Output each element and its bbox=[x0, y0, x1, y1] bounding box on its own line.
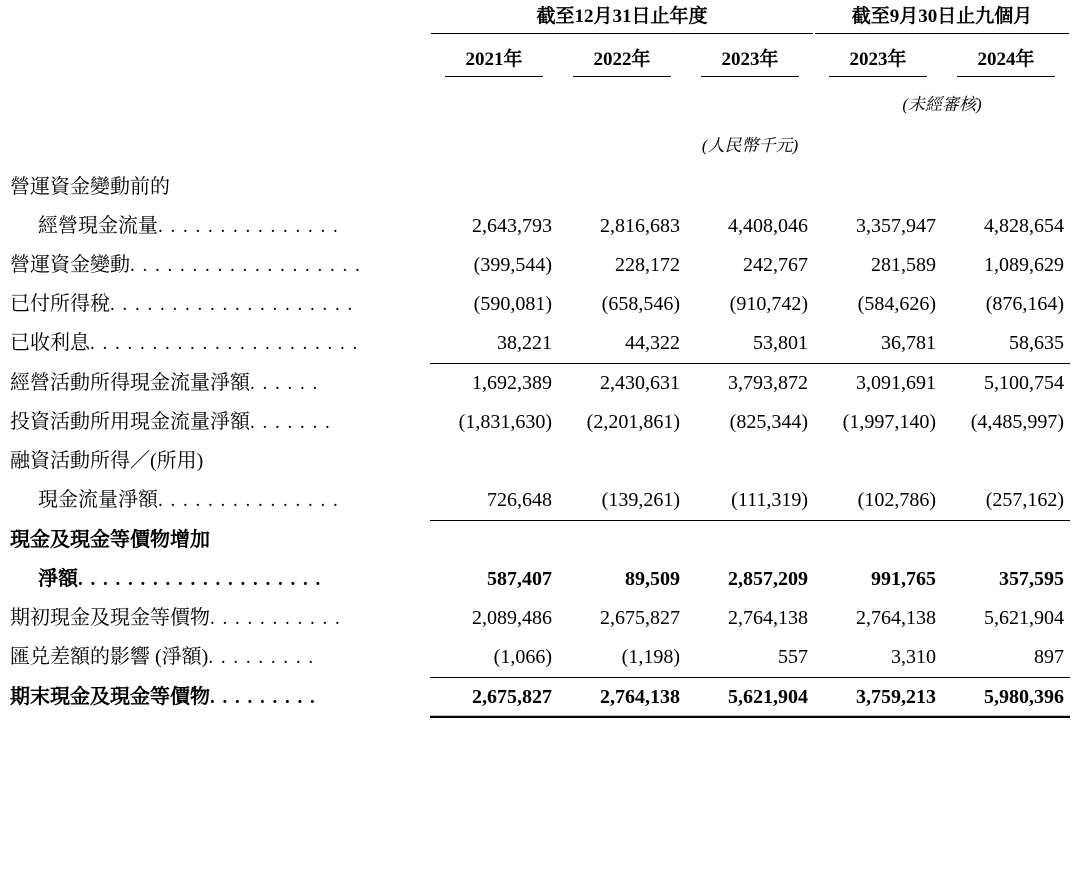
row-label-text: 現金流量淨額 bbox=[38, 489, 158, 512]
table-row bbox=[10, 324, 1070, 364]
row-value: 991,765 bbox=[871, 567, 936, 590]
row-value: 897 bbox=[1034, 645, 1065, 668]
row-value: 1,692,389 bbox=[430, 364, 558, 404]
table-row bbox=[10, 521, 1070, 560]
group-header-nine-months-label: 截至9月30日止九個月 bbox=[815, 1, 1069, 34]
year-header-2024-interim-label: 2024年 bbox=[957, 44, 1055, 77]
year-header-row bbox=[10, 38, 1070, 82]
row-value: 2,675,827 bbox=[600, 606, 680, 629]
row-dots: . . . . . . . . . . . . . . . . . . . . bbox=[78, 568, 322, 590]
unaudited-note-blank-1 bbox=[430, 82, 558, 117]
row-label bbox=[10, 403, 430, 442]
unaudited-note-row bbox=[10, 82, 1070, 117]
year-header-2022-label: 2022年 bbox=[573, 44, 671, 77]
row-value bbox=[686, 442, 814, 481]
row-value: (139,261) bbox=[601, 489, 680, 511]
table-row bbox=[10, 638, 1070, 678]
table-row bbox=[10, 442, 1070, 481]
currency-note-row bbox=[10, 117, 1070, 168]
table-body bbox=[10, 168, 1070, 717]
row-value: 2,816,683 bbox=[600, 215, 680, 237]
table-row bbox=[10, 599, 1070, 638]
row-label bbox=[10, 599, 430, 638]
group-header-annual bbox=[430, 0, 814, 38]
row-value: (584,626) bbox=[857, 293, 936, 315]
row-value: (257,162) bbox=[985, 489, 1065, 511]
row-value bbox=[430, 521, 558, 560]
row-value bbox=[558, 442, 686, 481]
row-value: (658,546) bbox=[601, 293, 680, 315]
row-value: 36,781 bbox=[881, 332, 936, 354]
row-value: 2,675,827 bbox=[430, 677, 558, 717]
row-value: 557 bbox=[778, 645, 808, 668]
row-value: 2,857,209 bbox=[728, 567, 808, 590]
table-row bbox=[10, 168, 1070, 207]
row-value bbox=[814, 442, 942, 481]
row-value: 2,764,138 bbox=[856, 606, 936, 629]
row-value: 44,322 bbox=[625, 332, 680, 354]
row-value: (399,544) bbox=[473, 254, 552, 276]
year-header-2024-interim bbox=[942, 38, 1070, 82]
row-dots: . . . . . . . . . . . bbox=[210, 607, 342, 629]
unaudited-note-blank-3 bbox=[686, 82, 814, 117]
row-value bbox=[558, 521, 686, 560]
group-header-row bbox=[10, 0, 1070, 38]
row-value: 3,357,947 bbox=[856, 215, 936, 237]
row-label-text: 匯兑差額的影響 (淨額) bbox=[10, 645, 209, 668]
table-row bbox=[10, 364, 1070, 404]
row-value: 2,764,138 bbox=[558, 677, 686, 717]
row-value: (1,198) bbox=[621, 645, 680, 668]
table-row bbox=[10, 207, 1070, 246]
row-label-text: 現金及現金等價物增加 bbox=[10, 528, 210, 551]
unaudited-note: (未經審核) bbox=[902, 95, 982, 114]
table-row bbox=[10, 677, 1070, 717]
row-label-text: 期初現金及現金等價物 bbox=[10, 606, 210, 629]
unaudited-note-spacer bbox=[10, 82, 430, 117]
row-value: 587,407 bbox=[487, 567, 552, 590]
row-value: 38,221 bbox=[497, 332, 552, 354]
row-label bbox=[10, 442, 430, 481]
year-header-2023-label: 2023年 bbox=[701, 44, 799, 77]
unaudited-note-blank-2 bbox=[558, 82, 686, 117]
row-label-text: 已付所得稅 bbox=[10, 293, 110, 315]
group-header-annual-label: 截至12月31日止年度 bbox=[431, 1, 813, 34]
row-value: 5,980,396 bbox=[942, 677, 1070, 717]
row-value: 281,589 bbox=[871, 254, 936, 276]
row-value: 53,801 bbox=[753, 332, 808, 354]
row-value: 58,635 bbox=[1009, 332, 1065, 354]
row-value: 2,430,631 bbox=[558, 364, 686, 404]
table-row bbox=[10, 403, 1070, 442]
row-dots: . . . . . . . . . . . . . . . bbox=[158, 490, 340, 512]
group-header-spacer bbox=[10, 0, 430, 38]
row-value: (1,066) bbox=[493, 645, 552, 668]
year-header-2022 bbox=[558, 38, 686, 82]
row-dots: . . . . . . bbox=[250, 372, 319, 394]
table-row bbox=[10, 560, 1070, 599]
row-value: (910,742) bbox=[729, 293, 808, 315]
row-value bbox=[686, 521, 814, 560]
row-value: 2,643,793 bbox=[472, 215, 552, 237]
row-value: 726,648 bbox=[487, 489, 552, 511]
row-value: 3,091,691 bbox=[814, 364, 942, 404]
row-label bbox=[10, 207, 430, 246]
row-dots: . . . . . . . . . . . . . . . . . . . bbox=[130, 255, 362, 276]
row-value: (1,997,140) bbox=[842, 411, 936, 433]
row-value: (1,831,630) bbox=[458, 411, 552, 433]
row-value: 228,172 bbox=[615, 254, 680, 276]
row-value: 3,759,213 bbox=[814, 677, 942, 717]
row-value bbox=[430, 168, 558, 207]
row-value: 2,089,486 bbox=[472, 606, 552, 629]
row-value: 3,310 bbox=[891, 645, 936, 668]
row-value: 242,767 bbox=[743, 254, 808, 276]
row-dots: . . . . . . . . . . . . . . . . . . . . . . bbox=[90, 333, 359, 355]
year-header-spacer bbox=[10, 38, 430, 82]
row-label-text: 營運資金變動 bbox=[10, 254, 130, 276]
row-value: 5,100,754 bbox=[942, 364, 1070, 404]
row-label-text: 經營活動所得現金流量淨額 bbox=[10, 371, 250, 394]
year-header-2023 bbox=[686, 38, 814, 82]
row-dots: . . . . . . . . . bbox=[210, 686, 317, 708]
row-label bbox=[10, 481, 430, 521]
row-label bbox=[10, 246, 430, 285]
row-value: 1,089,629 bbox=[984, 254, 1065, 276]
row-value: 5,621,904 bbox=[686, 677, 814, 717]
row-value: 4,828,654 bbox=[984, 215, 1065, 237]
row-label bbox=[10, 677, 430, 717]
row-dots: . . . . . . . . . . . . . . . bbox=[158, 216, 340, 237]
row-label bbox=[10, 521, 430, 560]
row-label bbox=[10, 168, 430, 207]
row-value: (825,344) bbox=[729, 411, 808, 433]
row-value bbox=[814, 521, 942, 560]
row-dots: . . . . . . . . . bbox=[208, 646, 315, 668]
row-value bbox=[814, 168, 942, 207]
table-row bbox=[10, 285, 1070, 324]
year-header-2023-interim-label: 2023年 bbox=[829, 44, 927, 77]
row-value: 89,509 bbox=[625, 567, 680, 590]
row-value: (2,201,861) bbox=[586, 411, 680, 433]
currency-note: (人民幣千元) bbox=[701, 136, 799, 155]
row-label bbox=[10, 324, 430, 364]
year-header-2021-label: 2021年 bbox=[445, 44, 543, 77]
row-label-text: 投資活動所用現金流量淨額 bbox=[10, 411, 250, 433]
row-value bbox=[558, 168, 686, 207]
cash-flow-table bbox=[10, 0, 1070, 718]
table-row bbox=[10, 246, 1070, 285]
row-value: (876,164) bbox=[985, 293, 1065, 315]
row-label-text: 經營現金流量 bbox=[38, 215, 158, 237]
year-header-2023-interim bbox=[814, 38, 942, 82]
row-label bbox=[10, 285, 430, 324]
row-value: 357,595 bbox=[999, 567, 1065, 590]
row-label bbox=[10, 638, 430, 678]
row-value bbox=[686, 168, 814, 207]
row-value bbox=[430, 442, 558, 481]
row-dots: . . . . . . . . . . . . . . . . . . . . bbox=[110, 294, 354, 315]
row-dots: . . . . . . . bbox=[250, 412, 332, 433]
row-label bbox=[10, 364, 430, 404]
row-value: 2,764,138 bbox=[728, 606, 808, 629]
table-row bbox=[10, 481, 1070, 521]
group-header-nine-months bbox=[814, 0, 1070, 38]
row-value: 4,408,046 bbox=[728, 215, 808, 237]
row-value: (4,485,997) bbox=[970, 411, 1065, 433]
row-label-text: 淨額 bbox=[38, 567, 78, 590]
row-label bbox=[10, 560, 430, 599]
row-label-text: 期末現金及現金等價物 bbox=[10, 685, 210, 708]
row-label-text: 融資活動所得／(所用) bbox=[10, 450, 204, 472]
row-value bbox=[942, 442, 1070, 481]
row-label-text: 營運資金變動前的 bbox=[10, 176, 170, 198]
row-value bbox=[942, 521, 1070, 560]
row-value: (102,786) bbox=[857, 489, 936, 511]
row-value: (590,081) bbox=[473, 293, 552, 315]
row-value: 5,621,904 bbox=[984, 606, 1065, 629]
table-header bbox=[10, 0, 1070, 168]
row-value: 3,793,872 bbox=[686, 364, 814, 404]
row-value: (111,319) bbox=[731, 489, 808, 511]
year-header-2021 bbox=[430, 38, 558, 82]
row-value bbox=[942, 168, 1070, 207]
row-label-text: 已收利息 bbox=[10, 332, 90, 355]
currency-note-spacer bbox=[10, 117, 430, 168]
